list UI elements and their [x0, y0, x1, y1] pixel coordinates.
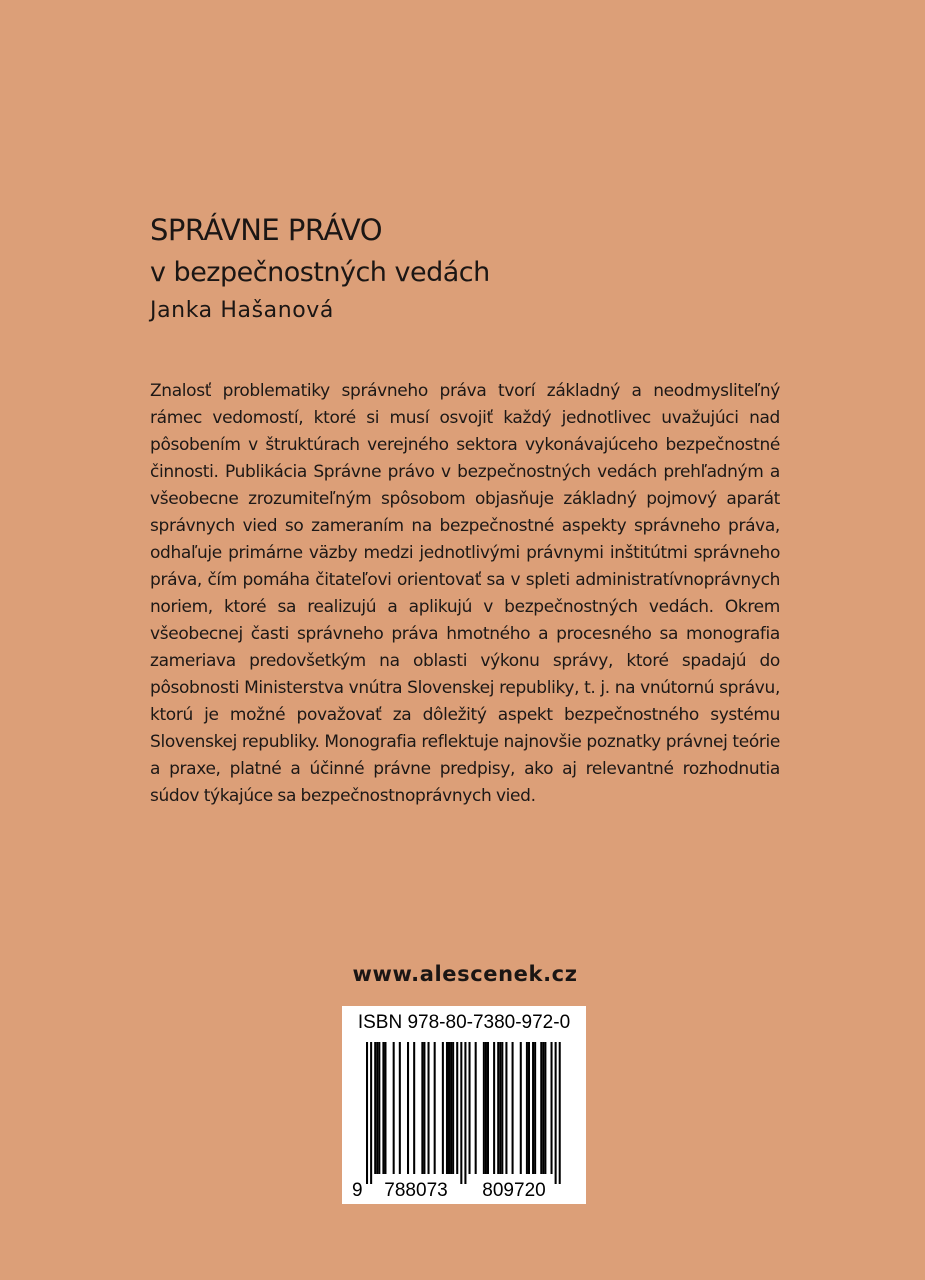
barcode-guard-bar — [370, 1042, 372, 1184]
barcode-bar — [499, 1042, 501, 1174]
barcode-bar — [376, 1042, 378, 1174]
book-title: SPRÁVNE PRÁVO — [150, 213, 383, 247]
barcode-bar — [452, 1042, 454, 1174]
barcode-guard-bar — [555, 1042, 557, 1184]
barcode-guard-bar — [460, 1042, 462, 1184]
barcode-bar — [487, 1042, 489, 1174]
barcode-bar — [542, 1042, 544, 1174]
barcode-bar — [456, 1042, 458, 1174]
barcode-bar — [428, 1042, 430, 1174]
barcode-bar — [505, 1042, 507, 1174]
barcode-bar — [540, 1042, 542, 1174]
barcode-bar — [399, 1042, 401, 1174]
barcode-bar — [493, 1042, 495, 1174]
barcode-graphic — [342, 1006, 586, 1204]
barcode-bar — [475, 1042, 477, 1174]
barcode-bar — [450, 1042, 452, 1174]
barcode-digit-first: 9 — [352, 1180, 363, 1201]
barcode-bar — [442, 1042, 444, 1174]
barcode-guard-bar — [464, 1042, 466, 1184]
barcode-bar — [551, 1042, 553, 1174]
barcode-bar — [534, 1042, 536, 1174]
barcode-bar — [526, 1042, 528, 1174]
barcode-bar — [512, 1042, 514, 1174]
isbn-label: ISBN 978-80-7380-972-0 — [357, 1012, 571, 1033]
barcode-bar — [485, 1042, 487, 1174]
barcode-bar — [497, 1042, 499, 1174]
barcode-bar — [421, 1042, 423, 1174]
barcode-bar — [469, 1042, 471, 1174]
title-block — [150, 207, 490, 293]
barcode-digits-right: 809720 — [482, 1180, 546, 1201]
barcode-bar — [446, 1042, 448, 1174]
barcode-bar — [393, 1042, 395, 1174]
barcode-bars — [366, 1042, 561, 1184]
barcode-bar — [374, 1042, 376, 1174]
barcode-bar — [532, 1042, 534, 1174]
barcode-bar — [544, 1042, 546, 1174]
barcode-bar — [528, 1042, 530, 1174]
barcode-bar — [483, 1042, 485, 1174]
barcode-bar — [434, 1042, 436, 1174]
barcode-bar — [378, 1042, 380, 1174]
barcode-bar — [501, 1042, 503, 1174]
barcode-box — [342, 1006, 586, 1204]
book-subtitle: v bezpečnostných vedách — [150, 257, 490, 288]
author-name: Janka Hašanová — [150, 298, 335, 323]
barcode-bar — [384, 1042, 386, 1174]
publisher-website: www.alescenek.cz — [352, 962, 578, 986]
barcode-bar — [520, 1042, 522, 1174]
barcode-guard-bar — [366, 1042, 368, 1184]
barcode-bar — [382, 1042, 384, 1174]
barcode-bar — [423, 1042, 425, 1174]
barcode-bar — [407, 1042, 409, 1174]
blurb-text: Znalosť problematiky správneho práva tvorí základný a neodmysliteľný rámec vedomostí, ktoré si musí osvojiť každý jednotlivec uvažujúci nad pôsobením v štruktúrach verejného sektora vykonávajúceho bezpečnostné činnosti. Publikácia Správne právo v bezpečnostných vedách prehľadným a všeobecne zrozumiteľným spôsobom objasňuje základný pojmový aparát správnych vied so zameraním na bezpečnostné aspekty správneho práva, odhaľuje primárne väzby medzi jednotlivými právnymi inštitútmi správneho práva, čím pomáha čitateľovi orientovať sa v spleti administratívnoprávnych noriem, ktoré sa realizujú a aplikujú v bezpečnostných vedách. Okrem všeobecnej časti správneho práva hmotného a procesného sa monografia zameriava predovšetkým na oblasti výkonu správy, ktoré spadajú do pôsobnosti Ministerstva vnútra Slovenskej republiky, t. j. na vnútornú správu, ktorú je možné považovať za dôležitý aspekt bezpečnostného systému Slovenskej republiky. Monografia reflektuje najnovšie poznatky právnej teórie a praxe, platné a účinné právne predpisy, ako aj relevantné rozhodnutia súdov týkajúce sa bezpečnostnoprávnych vied. — [150, 381, 780, 806]
barcode-bar — [413, 1042, 415, 1174]
barcode-bar — [448, 1042, 450, 1174]
barcode-guard-bar — [559, 1042, 561, 1184]
barcode-digits-left: 788073 — [384, 1180, 448, 1201]
